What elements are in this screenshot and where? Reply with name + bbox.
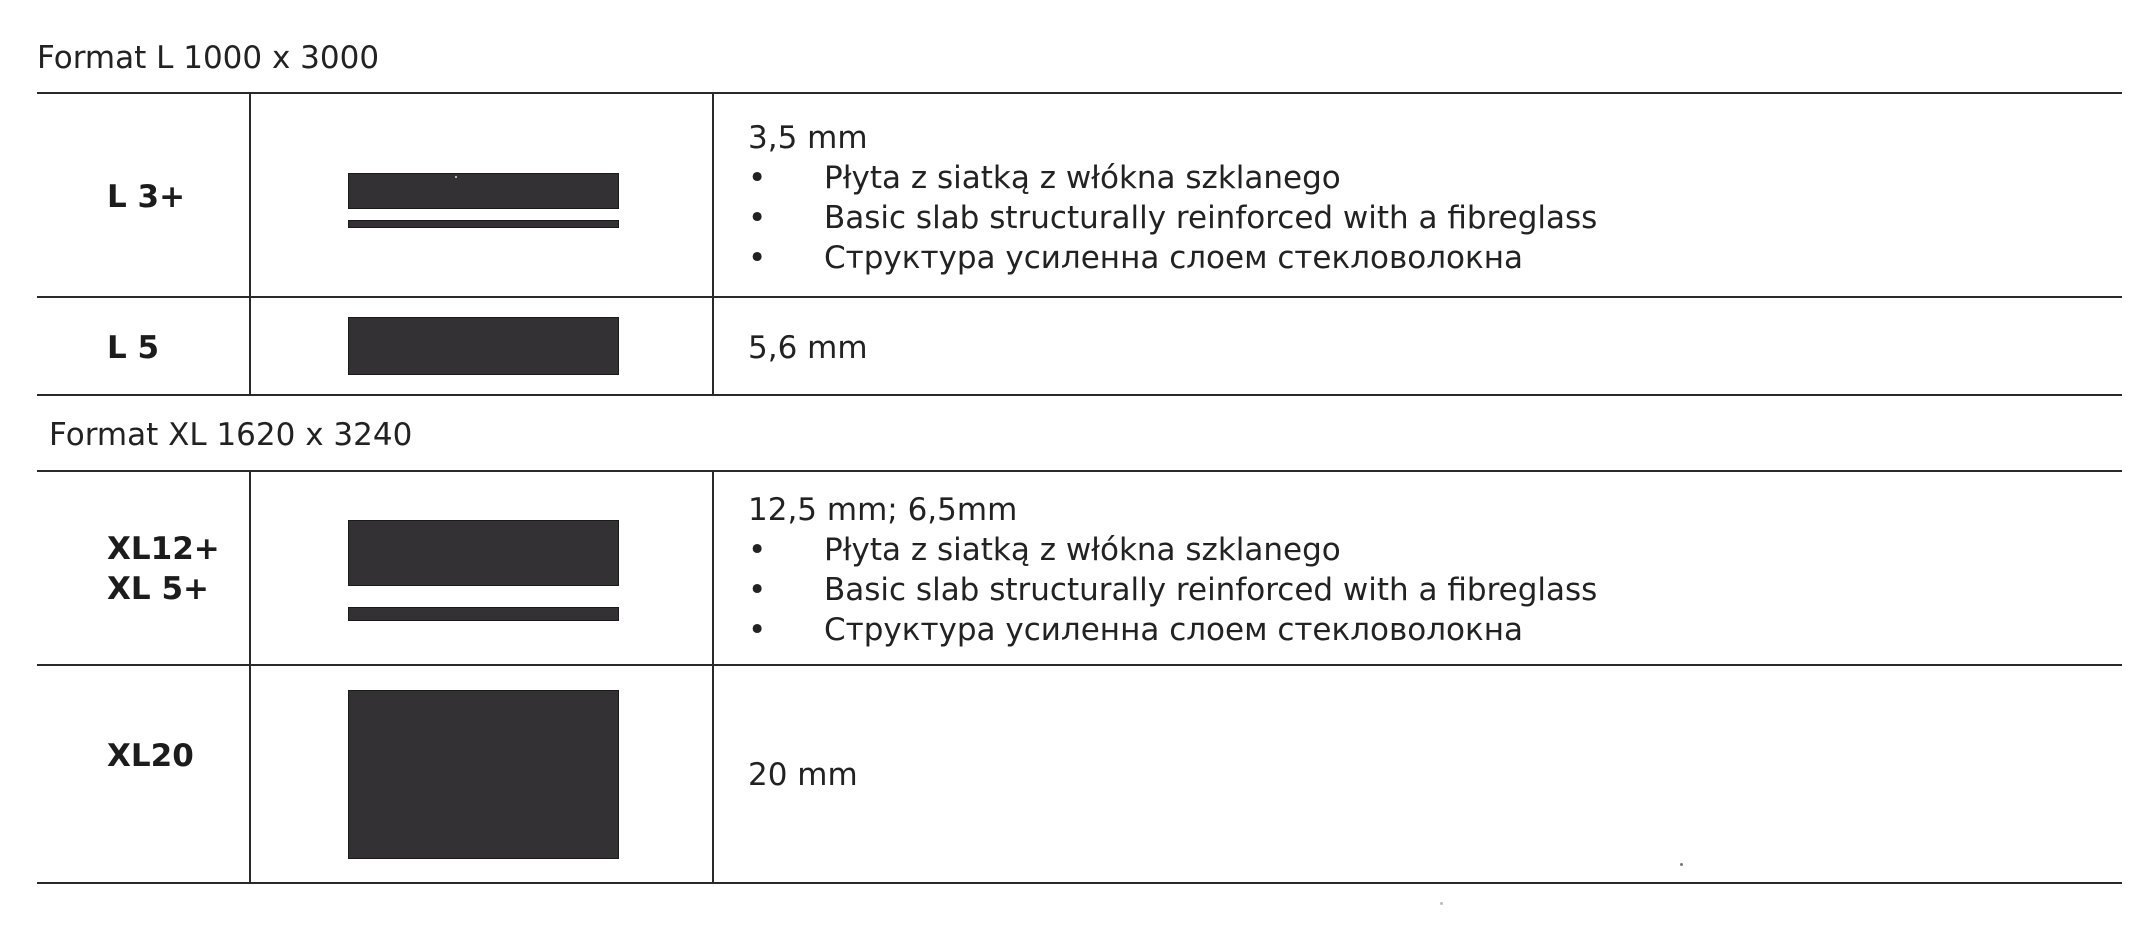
scan-speck bbox=[1440, 902, 1443, 905]
thick-slab-icon bbox=[348, 690, 619, 859]
table-rule-top-l bbox=[37, 92, 2122, 94]
bullet-item bbox=[748, 610, 1524, 650]
bullet-text: Płyta z siatką z włókna szklanego bbox=[824, 160, 1341, 196]
mesh-layer bbox=[348, 607, 619, 621]
bullet-text: Структура усиленна слоем стекловолокна bbox=[824, 240, 1524, 276]
row-description bbox=[748, 118, 1598, 278]
row-description bbox=[748, 490, 1598, 650]
product-code: XL20 bbox=[107, 738, 194, 774]
thickness-value: 12,5 mm; 6,5mm bbox=[748, 492, 1018, 528]
bullet-text: Płyta z siatką z włókna szklanego bbox=[824, 532, 1341, 568]
thickness-value: 5,6 mm bbox=[748, 330, 868, 366]
table-rule-top-xl bbox=[37, 470, 2122, 472]
slab-layer bbox=[348, 173, 619, 209]
column-divider bbox=[249, 93, 251, 395]
column-divider bbox=[249, 471, 251, 883]
bullet-item bbox=[748, 530, 1341, 570]
row-divider bbox=[37, 664, 2122, 666]
thickness-value: 20 mm bbox=[748, 757, 858, 793]
bullet-symbol: • bbox=[748, 612, 767, 648]
product-code-line: XL 5+ bbox=[107, 571, 209, 607]
product-code: L 3+ bbox=[107, 179, 186, 215]
product-code: L 5 bbox=[107, 330, 160, 366]
column-divider bbox=[712, 93, 714, 395]
slab-icon bbox=[348, 317, 619, 375]
product-code bbox=[107, 529, 220, 609]
bullet-symbol: • bbox=[748, 532, 767, 568]
bullet-symbol: • bbox=[748, 240, 767, 276]
bullet-text: Basic slab structurally reinforced with a fibreglass bbox=[824, 200, 1598, 236]
table-rule-bottom-l bbox=[37, 394, 2122, 396]
bullet-item bbox=[748, 570, 1598, 610]
row-divider bbox=[37, 296, 2122, 298]
thickness-value: 3,5 mm bbox=[748, 120, 868, 156]
bullet-text: Basic slab structurally reinforced with a fibreglass bbox=[824, 572, 1598, 608]
column-divider bbox=[712, 471, 714, 883]
bullet-item bbox=[748, 198, 1598, 238]
mesh-layer bbox=[348, 220, 619, 228]
bullet-item bbox=[748, 158, 1341, 198]
section-title-format-xl: Format XL 1620 x 3240 bbox=[49, 417, 413, 453]
section-title-format-l: Format L 1000 x 3000 bbox=[37, 40, 380, 76]
bullet-text: Структура усиленна слоем стекловолокна bbox=[824, 612, 1524, 648]
scan-speck bbox=[1680, 863, 1683, 866]
bullet-item bbox=[748, 238, 1524, 278]
table-rule-bottom-xl bbox=[37, 882, 2122, 884]
bullet-symbol: • bbox=[748, 160, 767, 196]
slab-layer bbox=[348, 520, 619, 586]
product-code-line: XL12+ bbox=[107, 531, 220, 567]
scan-speck bbox=[455, 176, 457, 178]
bullet-symbol: • bbox=[748, 200, 767, 236]
bullet-symbol: • bbox=[748, 572, 767, 608]
